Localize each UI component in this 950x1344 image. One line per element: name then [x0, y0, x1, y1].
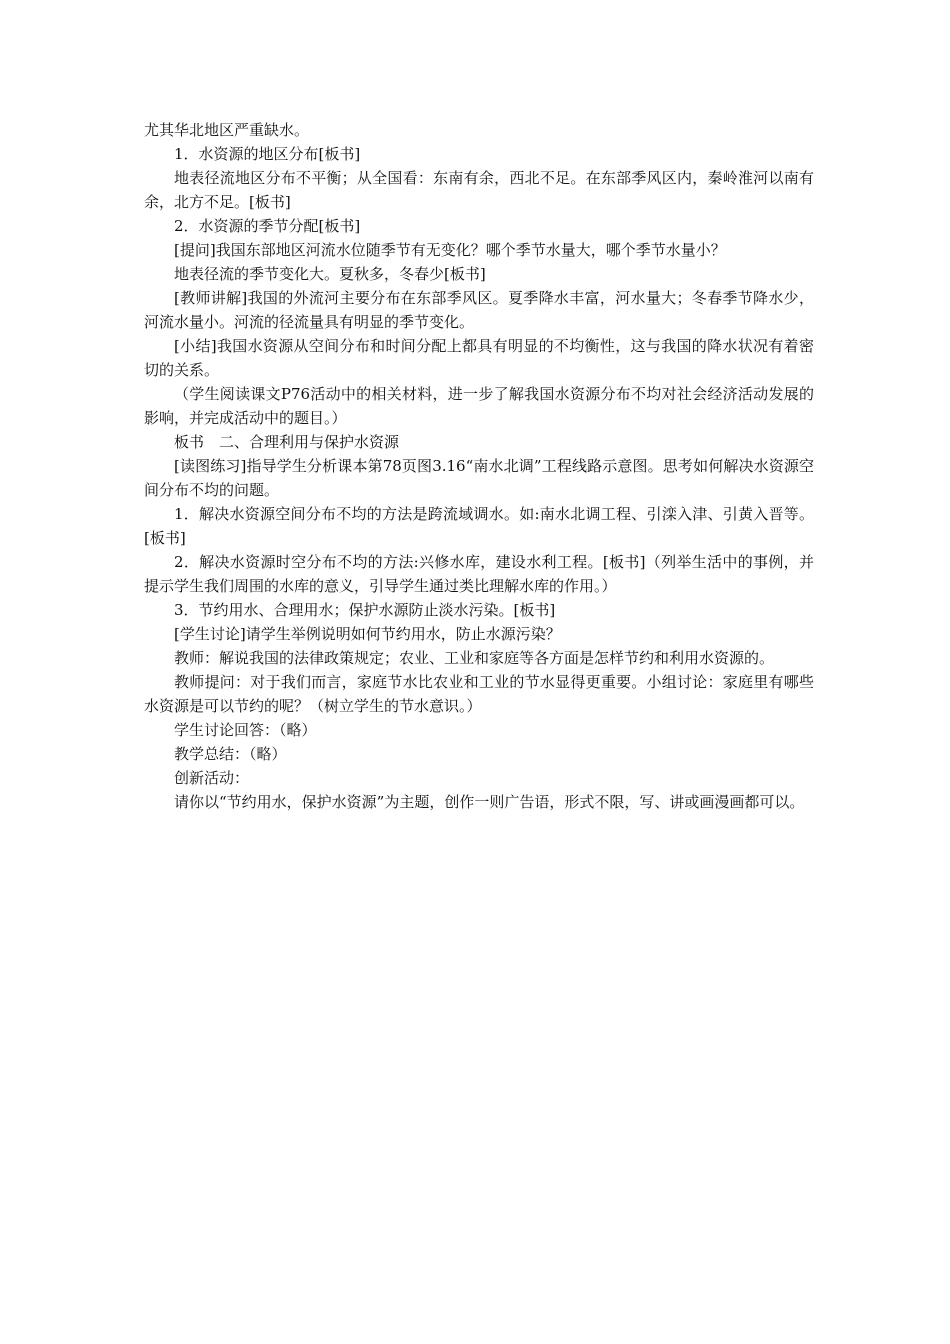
paragraph-4: 2．水资源的季节分配[板书] [174, 217, 361, 235]
paragraph-18: 学生讨论回答：（略） [174, 721, 317, 739]
paragraph-17: 教师提问：对于我们而言，家庭节水比农业和工业的节水显得更重要。小组讨论：家庭里有哪些水资源是可以节约的呢？（树立学生的节水意识。） [144, 673, 814, 715]
paragraph-12: 1．解决水资源空间分布不均的方法是跨流域调水。如:南水北调工程、引滦入津、引黄入晋等。[板书] [144, 505, 814, 547]
paragraph-13: 2．解决水资源时空分布不均的方法:兴修水库，建设水利工程。[板书]（列举生活中的事例，并提示学生我们周围的水库的意义，引导学生通过类比理解水库的作用。） [144, 553, 814, 595]
paragraph-14: 3．节约用水、合理用水；保护水源防止淡水污染。[板书] [174, 601, 556, 619]
paragraph-16: 教师：解说我国的法律政策规定；农业、工业和家庭等各方面是怎样节约和利用水资源的。 [174, 649, 775, 667]
paragraph-6: 地表径流的季节变化大。夏秋多，冬春少[板书] [174, 265, 486, 283]
paragraph-9: （学生阅读课文P76活动中的相关材料，进一步了解我国水资源分布不均对社会经济活动发展的影响，并完成活动中的题目。） [144, 385, 814, 427]
paragraph-5: [提问]我国东部地区河流水位随季节有无变化？哪个季节水量大，哪个季节水量小？ [174, 241, 726, 259]
paragraph-3: 地表径流地区分布不平衡；从全国看：东南有余，西北不足。在东部季风区内，秦岭淮河以南有余，北方不足。[板书] [144, 169, 814, 211]
paragraph-21: 请你以“节约用水，保护水资源”为主题，创作一则广告语，形式不限，写、讲或画漫画都可以。 [174, 793, 805, 811]
paragraph-11: [读图练习]指导学生分析课本第78页图3.16“南水北调”工程线路示意图。思考如何解决水资源空间分布不均的问题。 [144, 457, 814, 499]
paragraph-8: [小结]我国水资源从空间分布和时间分配上都具有明显的不均衡性，这与我国的降水状况有着密切的关系。 [144, 337, 814, 379]
paragraph-15: [学生讨论]请学生举例说明如何节约用水，防止水源污染？ [174, 625, 561, 643]
paragraph-20: 创新活动： [174, 769, 250, 787]
paragraph-7: [教师讲解]我国的外流河主要分布在东部季风区。夏季降水丰富，河水量大；冬春季节降水少，河流水量小。河流的径流量具有明显的季节变化。 [144, 289, 814, 331]
paragraph-1: 尤其华北地区严重缺水。 [144, 121, 310, 139]
paragraph-2: 1．水资源的地区分布[板书] [174, 145, 361, 163]
paragraph-19: 教学总结：（略） [174, 745, 287, 763]
paragraph-10: 板书 二、合理利用与保护水资源 [174, 433, 400, 451]
document-body [144, 118, 814, 814]
